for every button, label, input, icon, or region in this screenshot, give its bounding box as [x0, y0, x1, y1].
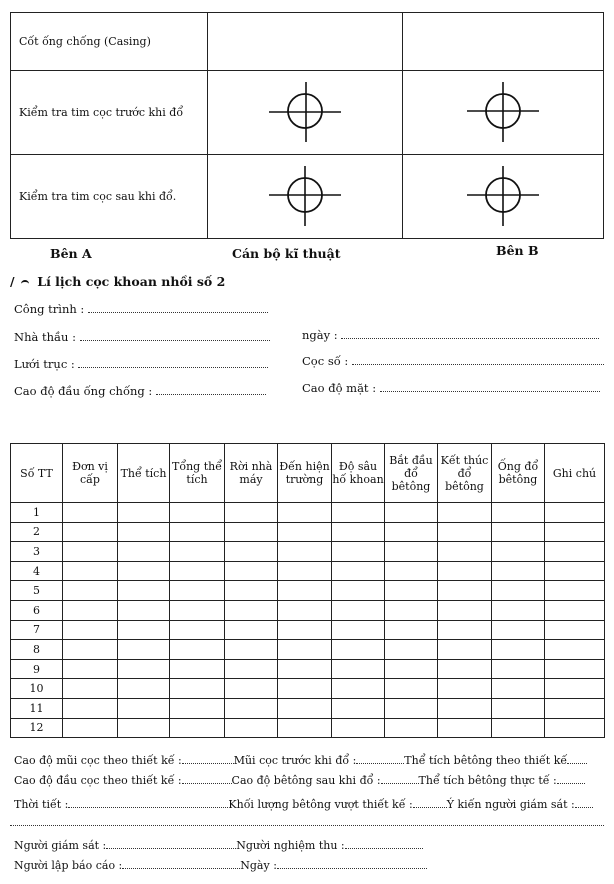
table-cell	[545, 640, 605, 660]
table-cell	[278, 718, 332, 738]
table-cell	[438, 503, 492, 523]
table-cell	[332, 659, 385, 679]
row-number: 10	[11, 679, 63, 699]
table-cell	[63, 542, 118, 562]
table-cell	[170, 542, 225, 562]
field-dots	[341, 328, 599, 339]
table-cell	[332, 620, 385, 640]
dotted-separator	[10, 825, 604, 826]
footer-row-3: Thời tiết : Khối lượng bêtông vượt thiết kế : Ý kiến người giám sát :	[14, 797, 593, 811]
row-label: Kiểm tra tim cọc trước khi đổ	[11, 71, 208, 155]
table-cell	[170, 600, 225, 620]
table-cell	[63, 620, 118, 640]
table-row	[11, 561, 605, 581]
field-dots	[352, 354, 604, 365]
table-cell	[225, 640, 278, 660]
signature-party-a: Bên A	[50, 246, 92, 261]
crosshair-icon	[453, 76, 553, 146]
table-cell	[278, 640, 332, 660]
table-cell	[438, 522, 492, 542]
table-cell	[385, 620, 438, 640]
table-row	[11, 698, 605, 718]
table-cell	[385, 561, 438, 581]
table-cell	[278, 600, 332, 620]
row-number: 1	[11, 503, 63, 523]
table-cell	[332, 600, 385, 620]
table-cell	[225, 522, 278, 542]
table-cell	[332, 542, 385, 562]
table-cell	[385, 659, 438, 679]
col-header: Đơn vị cấp	[63, 444, 118, 503]
table-cell	[118, 542, 170, 562]
crosshair-icon	[255, 76, 355, 146]
table-cell	[118, 600, 170, 620]
table-cell	[492, 620, 545, 640]
col-header: Kết thúc đổ bêtông	[438, 444, 492, 503]
table-cell	[170, 659, 225, 679]
table-cell	[332, 581, 385, 601]
table-cell	[545, 698, 605, 718]
footer-row-1: Cao độ mũi cọc theo thiết kế : Mũi cọc trước khi đổ : Thể tích bêtông theo thiết kế	[14, 753, 587, 767]
table-cell	[492, 679, 545, 699]
casing-cell-b	[403, 13, 604, 71]
table-cell	[385, 718, 438, 738]
table-cell	[225, 679, 278, 699]
row-number: 7	[11, 620, 63, 640]
table-cell	[332, 522, 385, 542]
table-cell	[63, 522, 118, 542]
field-dots	[156, 384, 266, 395]
footer-row-5: Người lập báo cáo : Ngày :	[14, 858, 427, 872]
table-row	[11, 542, 605, 562]
table-cell	[118, 698, 170, 718]
table-row	[11, 522, 605, 542]
table-cell	[492, 542, 545, 562]
table-cell	[225, 503, 278, 523]
table-cell	[332, 679, 385, 699]
col-header: Ghi chú	[545, 444, 605, 503]
table-cell	[278, 581, 332, 601]
col-header: Số TT	[11, 444, 63, 503]
table-cell	[545, 600, 605, 620]
table-cell	[170, 640, 225, 660]
table-row	[11, 640, 605, 660]
row-number: 4	[11, 561, 63, 581]
table-cell	[545, 561, 605, 581]
table-cell	[385, 679, 438, 699]
table-cell	[438, 718, 492, 738]
col-header: Độ sâu hố khoan	[332, 444, 385, 503]
table-cell	[225, 600, 278, 620]
table-cell	[438, 679, 492, 699]
table-cell	[225, 542, 278, 562]
table-cell	[385, 503, 438, 523]
casing-cell-a	[207, 13, 403, 71]
table-cell	[545, 718, 605, 738]
table-cell	[492, 698, 545, 718]
field-dots	[88, 302, 268, 313]
table-cell	[118, 620, 170, 640]
table-cell	[63, 561, 118, 581]
table-cell	[118, 503, 170, 523]
field-luoi-truc: Lưới trục :	[14, 357, 268, 371]
row-number: 3	[11, 542, 63, 562]
table-cell	[170, 522, 225, 542]
ink-mark-icon	[21, 280, 29, 286]
crosshair-icon	[453, 160, 553, 230]
table-cell	[63, 600, 118, 620]
table-cell	[438, 581, 492, 601]
casing-row	[11, 13, 604, 71]
table-cell	[118, 522, 170, 542]
table-row	[11, 718, 605, 738]
table-cell	[385, 640, 438, 660]
table-row	[11, 620, 605, 640]
table-cell	[63, 659, 118, 679]
table-cell	[492, 522, 545, 542]
row-number: 8	[11, 640, 63, 660]
row-number: 11	[11, 698, 63, 718]
field-ngay: ngày :	[302, 328, 599, 342]
field-nha-thau: Nhà thầu :	[14, 330, 270, 344]
footer-row-4: Người giám sát : Người nghiệm thu :	[14, 838, 423, 852]
table-cell	[492, 503, 545, 523]
table-cell	[332, 561, 385, 581]
table-cell	[545, 522, 605, 542]
table-cell	[63, 679, 118, 699]
row-number: 9	[11, 659, 63, 679]
table-cell	[332, 503, 385, 523]
table-cell	[278, 503, 332, 523]
table-cell	[278, 522, 332, 542]
signature-party-b: Bên B	[496, 243, 539, 258]
check-before-row	[11, 71, 604, 155]
field-dots	[80, 330, 270, 341]
table-cell	[63, 640, 118, 660]
table-cell	[438, 542, 492, 562]
table-cell	[545, 581, 605, 601]
table-row	[11, 679, 605, 699]
row-number: 2	[11, 522, 63, 542]
col-header: Rời nhà máy	[225, 444, 278, 503]
table-cell	[170, 581, 225, 601]
table-row	[11, 581, 605, 601]
table-cell	[492, 640, 545, 660]
table-cell	[170, 620, 225, 640]
table-cell	[170, 503, 225, 523]
table-row	[11, 659, 605, 679]
table-cell	[225, 718, 278, 738]
table-cell	[63, 698, 118, 718]
table-cell	[63, 718, 118, 738]
table-cell	[170, 698, 225, 718]
table-cell	[385, 600, 438, 620]
table-cell	[118, 679, 170, 699]
table-cell	[225, 698, 278, 718]
table-cell	[438, 698, 492, 718]
table-cell	[545, 620, 605, 640]
table-cell	[438, 620, 492, 640]
field-dots	[380, 381, 600, 392]
col-header: Tổng thể tích	[170, 444, 225, 503]
col-header: Ống đổ bêtông	[492, 444, 545, 503]
table-cell	[225, 561, 278, 581]
section-mark: /	[10, 274, 15, 289]
table-cell	[278, 659, 332, 679]
table-cell	[492, 581, 545, 601]
table-cell	[438, 640, 492, 660]
table-cell	[278, 679, 332, 699]
signature-technician: Cán bộ kĩ thuật	[232, 246, 341, 261]
table-cell	[225, 620, 278, 640]
table-cell	[118, 581, 170, 601]
table-cell	[438, 659, 492, 679]
table-cell	[225, 659, 278, 679]
field-cong-trinh: Công trình :	[14, 302, 268, 316]
table-cell	[278, 620, 332, 640]
field-cao-do-dau-ong: Cao độ đầu ống chống :	[14, 384, 266, 398]
table-cell	[545, 659, 605, 679]
crosshair-icon	[255, 160, 355, 230]
table-cell	[170, 679, 225, 699]
table-cell	[278, 698, 332, 718]
section-title: Lí lịch cọc khoan nhồi số 2	[37, 274, 226, 289]
table-cell	[332, 698, 385, 718]
table-cell	[492, 718, 545, 738]
table-cell	[225, 581, 278, 601]
row-number: 6	[11, 600, 63, 620]
table-cell	[492, 600, 545, 620]
table-cell	[118, 561, 170, 581]
table-cell	[438, 600, 492, 620]
table-cell	[278, 542, 332, 562]
concrete-log-table	[10, 443, 605, 738]
table-cell	[385, 522, 438, 542]
check-after-row	[11, 155, 604, 239]
table-cell	[545, 503, 605, 523]
col-header: Bắt đầu đổ bêtông	[385, 444, 438, 503]
pile-check-table	[10, 12, 604, 239]
field-dots	[78, 357, 268, 368]
table-cell	[118, 640, 170, 660]
col-header: Đến hiện trường	[278, 444, 332, 503]
field-coc-so: Cọc số :	[302, 354, 604, 368]
section-heading	[10, 274, 225, 289]
row-label: Kiểm tra tim cọc sau khi đổ.	[11, 155, 208, 239]
table-row	[11, 503, 605, 523]
table-cell	[63, 503, 118, 523]
table-header-row	[11, 444, 605, 503]
table-cell	[385, 698, 438, 718]
col-header: Thể tích	[118, 444, 170, 503]
table-cell	[438, 561, 492, 581]
row-label: Cốt ống chống (Casing)	[11, 13, 208, 71]
table-cell	[332, 718, 385, 738]
table-cell	[545, 542, 605, 562]
field-cao-do-mat: Cao độ mặt :	[302, 381, 600, 395]
table-cell	[278, 561, 332, 581]
table-cell	[492, 659, 545, 679]
table-cell	[545, 679, 605, 699]
row-number: 5	[11, 581, 63, 601]
footer-row-2: Cao độ đầu cọc theo thiết kế : Cao độ bêtông sau khi đổ : Thể tích bêtông thực tế :	[14, 773, 585, 787]
table-cell	[63, 581, 118, 601]
table-row	[11, 600, 605, 620]
table-cell	[385, 542, 438, 562]
table-cell	[385, 581, 438, 601]
table-cell	[332, 640, 385, 660]
row-number: 12	[11, 718, 63, 738]
table-cell	[492, 561, 545, 581]
table-cell	[170, 718, 225, 738]
table-cell	[170, 561, 225, 581]
table-cell	[118, 718, 170, 738]
table-cell	[118, 659, 170, 679]
